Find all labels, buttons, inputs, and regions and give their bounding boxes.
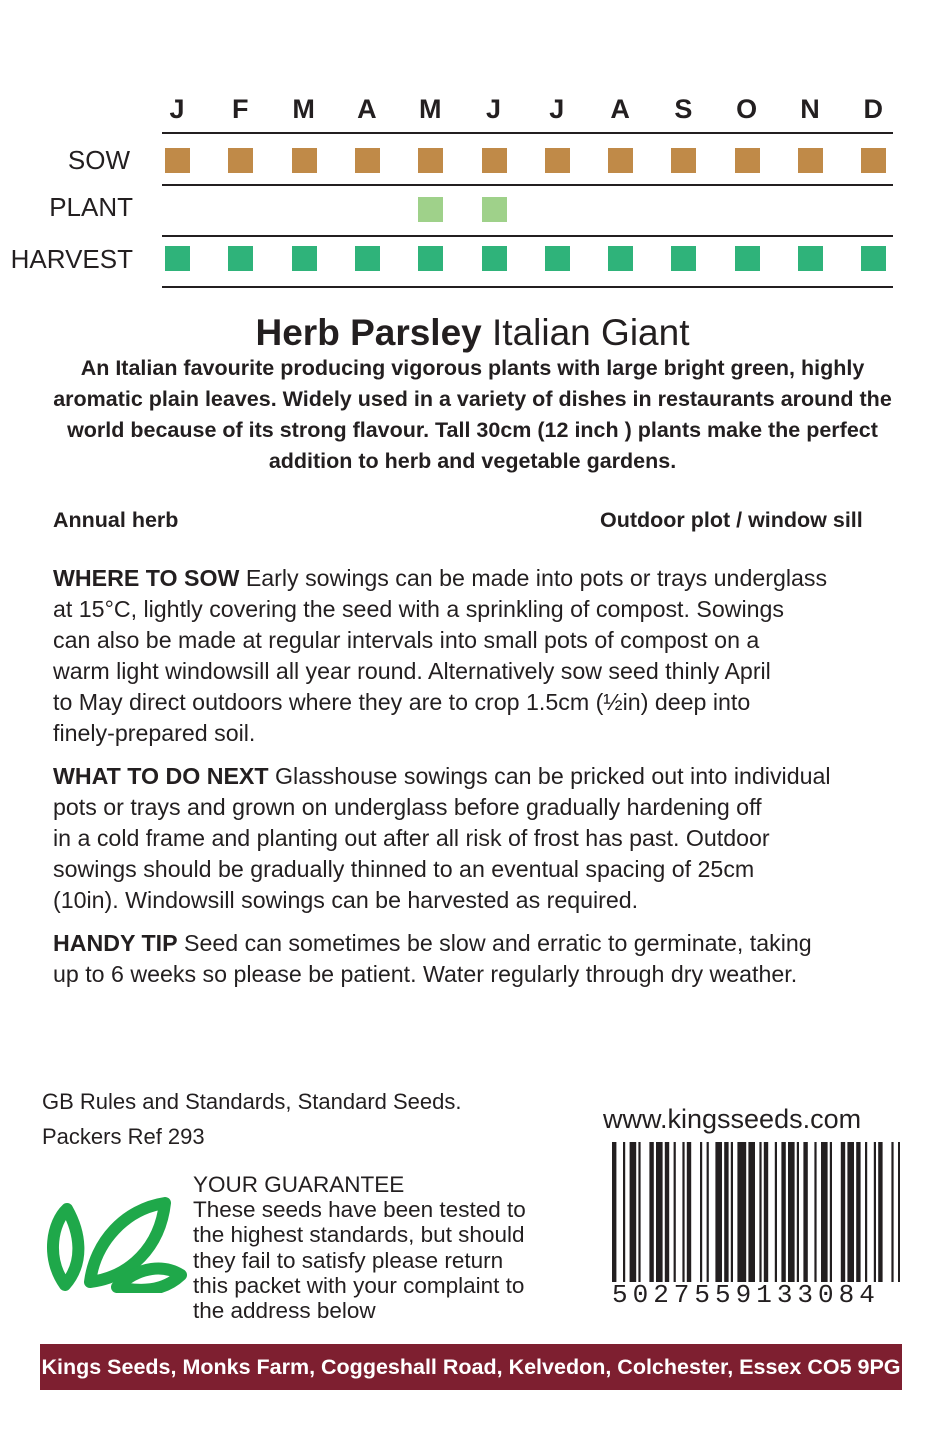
where-to-sow-section [53, 563, 913, 749]
barcode-bar [687, 1142, 691, 1282]
calendar-square-sow [798, 148, 823, 173]
calendar-square-harvest [482, 246, 507, 271]
month-header: A [610, 94, 630, 124]
guarantee-block [193, 1172, 526, 1323]
calendar-square-sow [735, 148, 760, 173]
intro-line: An Italian favourite producing vigorous plants with large bright green, highly [80, 356, 865, 380]
barcode-bar [764, 1142, 768, 1282]
product-description [40, 353, 905, 477]
section-heading: HANDY TIP [53, 930, 178, 956]
month-header: J [169, 94, 185, 124]
guarantee-line: These seeds have been tested to [193, 1197, 526, 1223]
calendar-square-sow [608, 148, 633, 173]
barcode-number: 5027559133084 [612, 1280, 880, 1310]
barcode-bar [788, 1142, 795, 1282]
section-line: Seed can sometimes be slow and erratic to germinate, taking [177, 930, 812, 956]
guarantee-line: the highest standards, but should [193, 1222, 525, 1248]
barcode-bar [803, 1142, 807, 1282]
barcode-bar [731, 1142, 733, 1282]
calendar-square-plant [482, 197, 507, 222]
barcode-bar [665, 1142, 669, 1282]
barcode-bar [847, 1142, 854, 1282]
barcode-bar [865, 1142, 867, 1282]
intro-line: addition to herb and vegetable gardens. [268, 449, 677, 473]
calendar-square-harvest [418, 246, 443, 271]
section-line: to May direct outdoors where they are to crop 1.5cm (½in) deep into [53, 689, 751, 715]
barcode-bar [891, 1142, 893, 1282]
barcode-bar [874, 1142, 876, 1282]
standards-text: GB Rules and Standards, Standard Seeds. [42, 1089, 462, 1114]
barcode-bar [630, 1142, 637, 1282]
section-heading: WHERE TO SOW [53, 565, 240, 591]
intro-line: aromatic plain leaves. Widely used in a variety of dishes in restaurants around the [53, 387, 892, 411]
calendar-square-sow [228, 148, 253, 173]
calendar-square-sow [355, 148, 380, 173]
month-header: A [357, 94, 377, 124]
barcode-bar [612, 1142, 616, 1282]
guarantee-line: the address below [193, 1298, 376, 1324]
barcode-bar [841, 1142, 845, 1282]
handy-tip-section [53, 928, 913, 990]
intro-line: world because of its strong flavour. Tall 30cm (12 inch ) plants make the perfect [67, 418, 878, 442]
month-header: F [232, 94, 249, 124]
section-line: warm light windowsill all year round. Alternatively sow seed thinly April [53, 658, 771, 684]
section-line: sowings should be gradually thinned to an eventual spacing of 25cm [53, 856, 755, 882]
month-header: J [485, 94, 502, 124]
barcode-bar [638, 1142, 640, 1282]
section-line: in a cold frame and planting out after all risk of frost has past. Outdoor [53, 825, 770, 851]
calendar-square-sow [671, 148, 696, 173]
barcode-bar [781, 1142, 785, 1282]
calendar-square-sow [861, 148, 886, 173]
product-title [0, 312, 945, 354]
calendar-square-harvest [165, 246, 190, 271]
barcode-bar [674, 1142, 676, 1282]
barcode-bar [700, 1142, 702, 1282]
plant-type: Annual herb [53, 508, 179, 532]
barcode-bar [715, 1142, 722, 1282]
section-line: (10in). Windowsill sowings can be harvested as required. [53, 887, 639, 913]
calendar-square-sow [545, 148, 570, 173]
barcode-bar [797, 1142, 799, 1282]
calendar-rule-2 [162, 235, 893, 237]
barcode-bar [682, 1142, 684, 1282]
calendar-square-sow [418, 148, 443, 173]
calendar-square-harvest [861, 246, 886, 271]
barcode-bar [656, 1142, 663, 1282]
month-header: N [800, 94, 820, 124]
section-line: pots or trays and grown on underglass before gradually hardening off [53, 794, 762, 820]
section-line: finely-prepared soil. [53, 720, 256, 746]
what-to-do-next-section [53, 761, 913, 916]
month-header: D [863, 94, 884, 124]
barcode-bar [649, 1142, 653, 1282]
calendar-square-harvest [608, 246, 633, 271]
calendar-square-plant [418, 197, 443, 222]
row-label-sow: SOW [67, 145, 130, 175]
product-variety: Italian Giant [492, 312, 690, 353]
barcode-bar [759, 1142, 761, 1282]
barcode-bar [878, 1142, 882, 1282]
month-header: O [736, 94, 758, 124]
leaf-logo-icon [45, 1197, 187, 1293]
barcode-bar [821, 1142, 828, 1282]
barcode-bar [898, 1142, 900, 1282]
barcode-bar [623, 1142, 625, 1282]
guarantee-line: this packet with your complaint to [193, 1272, 525, 1298]
product-name-bold: Herb Parsley [255, 312, 482, 353]
barcode-bar [830, 1142, 832, 1282]
month-header: J [549, 94, 565, 124]
barcode-bar [707, 1142, 709, 1282]
month-header: M [418, 94, 442, 124]
section-line: up to 6 weeks so please be patient. Water regularly through dry weather. [53, 961, 798, 987]
barcode-bar [748, 1142, 755, 1282]
calendar-square-sow [165, 148, 190, 173]
calendar-rule-1 [162, 184, 893, 186]
growing-location: Outdoor plot / window sill [600, 508, 863, 532]
calendar-square-harvest [545, 246, 570, 271]
calendar-square-harvest [228, 246, 253, 271]
barcode-bar [775, 1142, 777, 1282]
section-line: Early sowings can be made into pots or trays underglass [239, 565, 828, 591]
guarantee-title: YOUR GUARANTEE [193, 1172, 405, 1197]
calendar-square-harvest [735, 246, 760, 271]
section-heading: WHAT TO DO NEXT [53, 763, 269, 789]
calendar-square-harvest [798, 246, 823, 271]
barcode-bar [724, 1142, 728, 1282]
barcode-bar [737, 1142, 746, 1282]
website-link[interactable]: www.kingsseeds.com [603, 1104, 862, 1134]
month-header: M [292, 94, 315, 124]
barcode [610, 1142, 900, 1282]
calendar-rule-top [162, 132, 893, 134]
calendar-rule-bottom [162, 286, 893, 288]
calendar-square-harvest [355, 246, 380, 271]
barcode-bar [814, 1142, 816, 1282]
address-footer: Kings Seeds, Monks Farm, Coggeshall Road, Kelvedon, Colchester, Essex CO5 9PG [40, 1344, 902, 1390]
barcode-bar [856, 1142, 860, 1282]
row-label-harvest: HARVEST [10, 244, 133, 274]
row-label-plant: PLANT [49, 192, 133, 222]
section-line: at 15°C, lightly covering the seed with a sprinkling of compost. Sowings [53, 596, 785, 622]
guarantee-line: they fail to satisfy please return [193, 1247, 504, 1273]
calendar-square-harvest [292, 246, 317, 271]
section-line: can also be made at regular intervals into small pots of compost on a [53, 627, 760, 653]
calendar-square-sow [292, 148, 317, 173]
sowing-calendar [0, 0, 945, 300]
calendar-square-sow [482, 148, 507, 173]
section-line: Glasshouse sowings can be pricked out into individual [268, 763, 831, 789]
calendar-square-harvest [671, 246, 696, 271]
packers-ref: Packers Ref 293 [42, 1124, 205, 1149]
month-header: S [674, 94, 693, 124]
